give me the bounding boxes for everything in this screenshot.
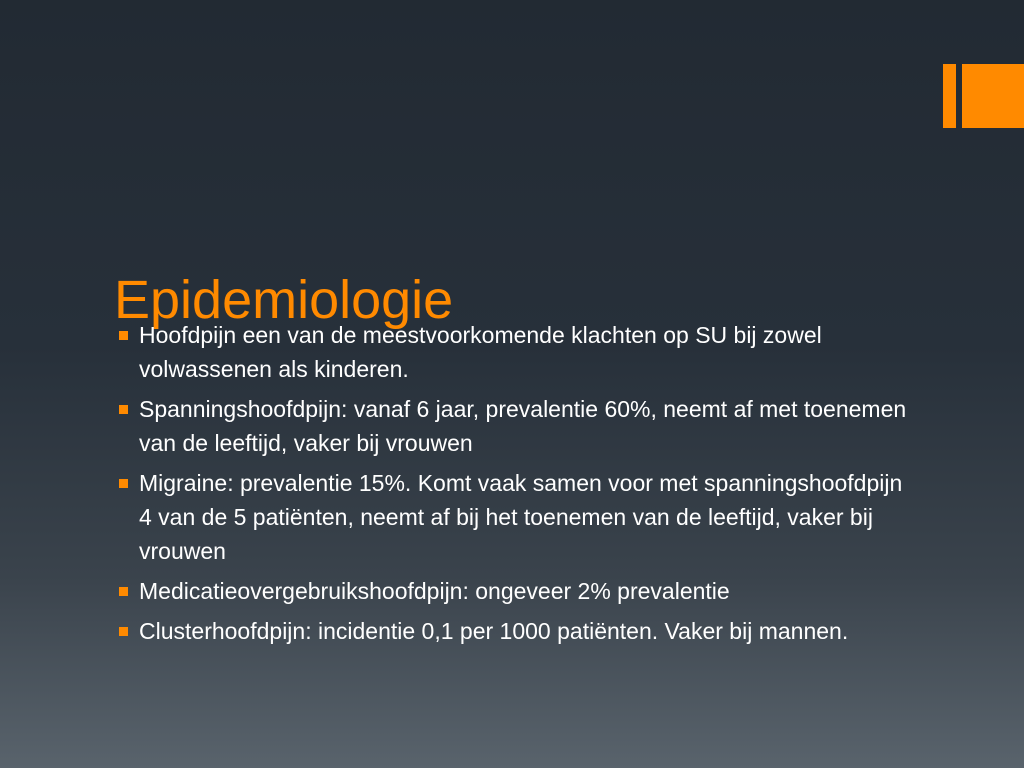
square-bullet-icon	[119, 479, 128, 488]
bullet-item	[118, 318, 918, 386]
square-bullet-icon	[119, 627, 128, 636]
slide-title: Epidemiologie	[114, 270, 454, 331]
bullet-list	[118, 318, 918, 654]
bullet-item	[118, 574, 918, 608]
bullet-item	[118, 466, 918, 568]
bullet-text: Migraine: prevalentie 15%. Komt vaak samen voor met spanningshoofdpijn 4 van de 5 patiënten, neemt af bij het toenemen van de leeftijd, vaker bij vrouwen	[139, 470, 903, 564]
bullet-text: Clusterhoofdpijn: incidentie 0,1 per 1000 patiënten. Vaker bij mannen.	[139, 618, 849, 644]
square-bullet-icon	[119, 587, 128, 596]
bullet-text: Spanningshoofdpijn: vanaf 6 jaar, prevalentie 60%, neemt af met toenemen van de leeftijd, vaker bij vrouwen	[139, 396, 907, 456]
accent-bar-thin	[943, 64, 956, 128]
bullet-item	[118, 614, 918, 648]
bullet-text: Hoofdpijn een van de meestvoorkomende klachten op SU bij zowel volwassenen als kinderen.	[139, 322, 822, 382]
accent-bar-thick	[962, 64, 1024, 128]
square-bullet-icon	[119, 405, 128, 414]
square-bullet-icon	[119, 331, 128, 340]
bullet-text: Medicatieovergebruikshoofdpijn: ongeveer 2% prevalentie	[139, 578, 730, 604]
bullet-item	[118, 392, 918, 460]
